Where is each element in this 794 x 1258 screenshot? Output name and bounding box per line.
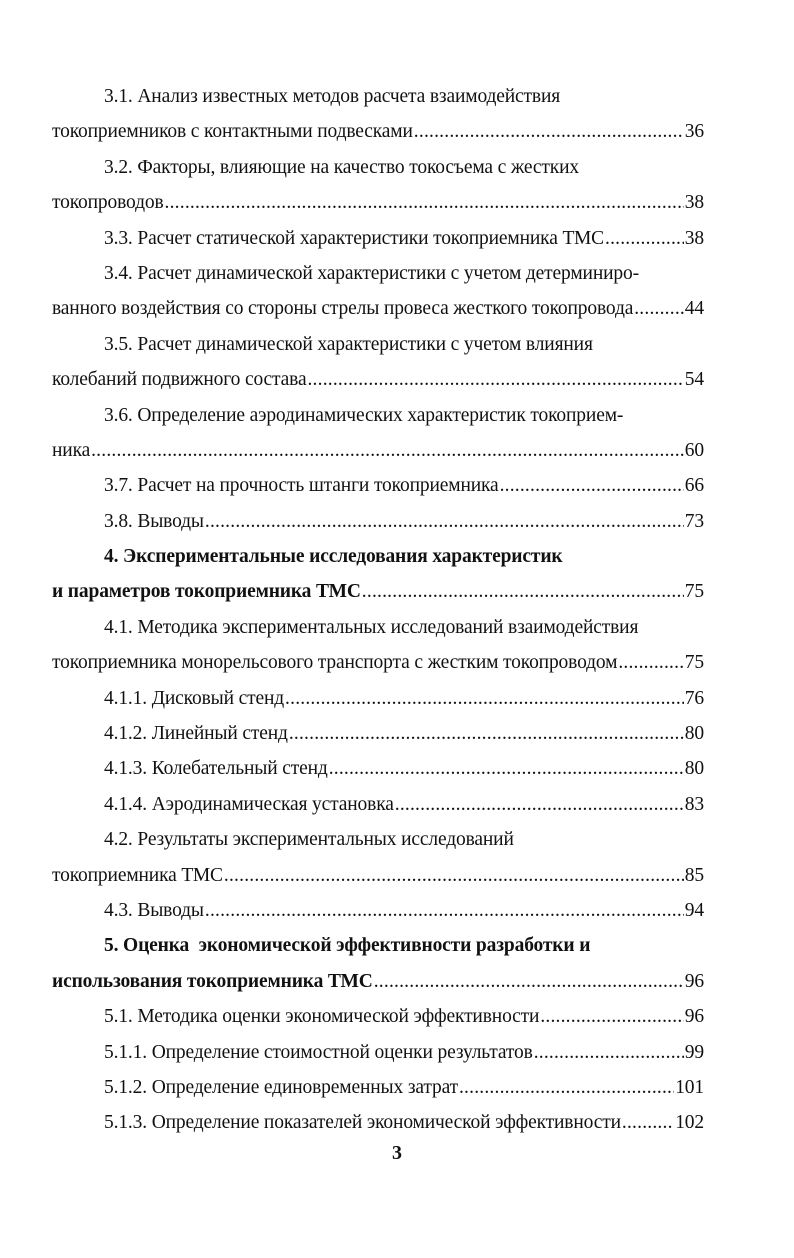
toc-page-number: 73 <box>684 510 704 532</box>
toc-page-number: 75 <box>684 652 704 674</box>
dot-leader <box>329 751 684 786</box>
toc-entry-title: 5.1.1. Определение стоимостной оценки результатов <box>104 1041 533 1063</box>
dot-leader <box>205 504 684 539</box>
toc-entry-4-1-1[interactable] <box>52 681 704 716</box>
toc-entry-5-1-2[interactable] <box>52 1070 704 1105</box>
toc-entry-title: 4.1.4. Аэродинамическая установка <box>104 793 394 815</box>
toc-entry-title: 5. Оценка экономической эффективности разработки и <box>104 935 591 957</box>
dot-leader <box>395 787 684 822</box>
toc-entry-3-6[interactable] <box>52 398 704 469</box>
toc-page-number: 60 <box>684 439 704 461</box>
dot-leader <box>534 1035 684 1070</box>
toc-page-number: 75 <box>684 581 704 603</box>
dot-leader <box>459 1070 674 1105</box>
dot-leader <box>362 574 684 609</box>
toc-page-number: 80 <box>684 723 704 745</box>
toc-entry-3-3[interactable] <box>52 221 704 256</box>
toc-entry-5-1-1[interactable] <box>52 1035 704 1070</box>
dot-leader <box>634 291 684 326</box>
toc-entry-title: 3.7. Расчет на прочность штанги токоприемника <box>104 475 499 497</box>
toc-entry-4-2[interactable] <box>52 822 704 893</box>
toc-entry-title: 3.2. Факторы, влияющие на качество токосъема с жестких <box>104 156 579 178</box>
toc-entry-4-1[interactable] <box>52 610 704 681</box>
toc-entry-title-continued: токоприемника монорельсового транспорта с жестким токопроводом <box>52 652 618 674</box>
toc-page-number: 101 <box>675 1076 704 1098</box>
dot-leader <box>224 858 684 893</box>
toc-entry-title: 4.1.2. Линейный стенд <box>104 723 288 745</box>
dot-leader <box>500 468 684 503</box>
dot-leader <box>540 999 683 1034</box>
page-number: 3 <box>392 1142 402 1164</box>
toc-entry-title: 5.1.3. Определение показателей экономической эффективности <box>104 1112 621 1134</box>
toc-entry-5-1-3[interactable] <box>52 1105 704 1140</box>
dot-leader <box>285 681 684 716</box>
toc-entry-title: 3.5. Расчет динамической характеристики с учетом влияния <box>104 333 593 355</box>
dot-leader <box>165 185 684 220</box>
dot-leader <box>374 964 684 999</box>
toc-page-number: 96 <box>684 970 704 992</box>
toc-page-number: 99 <box>684 1041 704 1063</box>
toc-page-number: 76 <box>684 687 704 709</box>
toc-page-number: 96 <box>684 1006 704 1028</box>
toc-page-number: 80 <box>684 758 704 780</box>
toc-entry-title-continued: колебаний подвижного состава <box>52 369 307 391</box>
toc-entry-title: 4.1. Методика экспериментальных исследований взаимодействия <box>104 616 639 638</box>
toc-page-number: 85 <box>684 864 704 886</box>
toc-entry-title: 3.8. Выводы <box>104 510 204 532</box>
toc-entry-title: 5.1. Методика оценки экономической эффективности <box>104 1006 540 1028</box>
toc-entry-title: 4.3. Выводы <box>104 899 204 921</box>
toc-entry-3-5[interactable] <box>52 327 704 398</box>
toc-entry-3-8[interactable] <box>52 504 704 539</box>
toc-entry-title: 3.6. Определение аэродинамических характеристик токоприем- <box>104 404 624 426</box>
toc-entry-3-7[interactable] <box>52 468 704 503</box>
toc-entry-4-1-4[interactable] <box>52 787 704 822</box>
toc-entry-title: 5.1.2. Определение единовременных затрат <box>104 1076 458 1098</box>
toc-entry-title: 3.3. Расчет статической характеристики токоприемника ТМС <box>104 227 604 249</box>
toc-entry-4-3[interactable] <box>52 893 704 928</box>
toc-chapter-5[interactable] <box>52 928 704 999</box>
toc-page-number: 94 <box>684 899 704 921</box>
toc-entry-title-continued: использования токоприемника ТМС <box>52 970 373 992</box>
dot-leader <box>605 221 684 256</box>
toc-chapter-4[interactable] <box>52 539 704 610</box>
table-of-contents <box>52 79 704 1141</box>
toc-entry-title-continued: ника <box>52 439 91 461</box>
toc-entry-title-continued: ванного воздействия со стороны стрелы провеса жесткого токопровода <box>52 298 634 320</box>
toc-page-number: 83 <box>684 793 704 815</box>
toc-page-number: 44 <box>684 298 704 320</box>
toc-entry-title-continued: и параметров токоприемника ТМС <box>52 581 361 603</box>
toc-entry-title: 4.1.1. Дисковый стенд <box>104 687 285 709</box>
toc-entry-title-continued: токоприемников с контактными подвесками <box>52 121 413 143</box>
dot-leader <box>289 716 684 751</box>
dot-leader <box>414 114 684 149</box>
toc-entry-title-continued: токоприемника ТМС <box>52 864 223 886</box>
toc-page-number: 38 <box>684 192 704 214</box>
toc-entry-title: 4.2. Результаты экспериментальных исследований <box>104 829 514 851</box>
toc-entry-title: 4.1.3. Колебательный стенд <box>104 758 328 780</box>
dot-leader <box>618 645 683 680</box>
toc-page-number: 36 <box>684 121 704 143</box>
toc-entry-3-4[interactable] <box>52 256 704 327</box>
toc-entry-title: 4. Экспериментальные исследования характеристик <box>104 546 563 568</box>
toc-page-number: 102 <box>675 1112 704 1134</box>
toc-page-number: 66 <box>684 475 704 497</box>
dot-leader <box>205 893 684 928</box>
dot-leader <box>307 362 683 397</box>
toc-entry-5-1[interactable] <box>52 999 704 1034</box>
toc-page-number: 54 <box>684 369 704 391</box>
toc-entry-title: 3.4. Расчет динамической характеристики с учетом детерминиро- <box>104 262 639 284</box>
toc-entry-3-1[interactable] <box>52 79 704 150</box>
dot-leader <box>622 1105 674 1140</box>
toc-entry-4-1-3[interactable] <box>52 751 704 786</box>
toc-entry-title: 3.1. Анализ известных методов расчета взаимодействия <box>104 86 561 107</box>
toc-entry-3-2[interactable] <box>52 150 704 221</box>
toc-entry-title-continued: токопроводов <box>52 192 164 214</box>
toc-page-number: 38 <box>684 227 704 249</box>
dot-leader <box>91 433 684 468</box>
toc-entry-4-1-2[interactable] <box>52 716 704 751</box>
